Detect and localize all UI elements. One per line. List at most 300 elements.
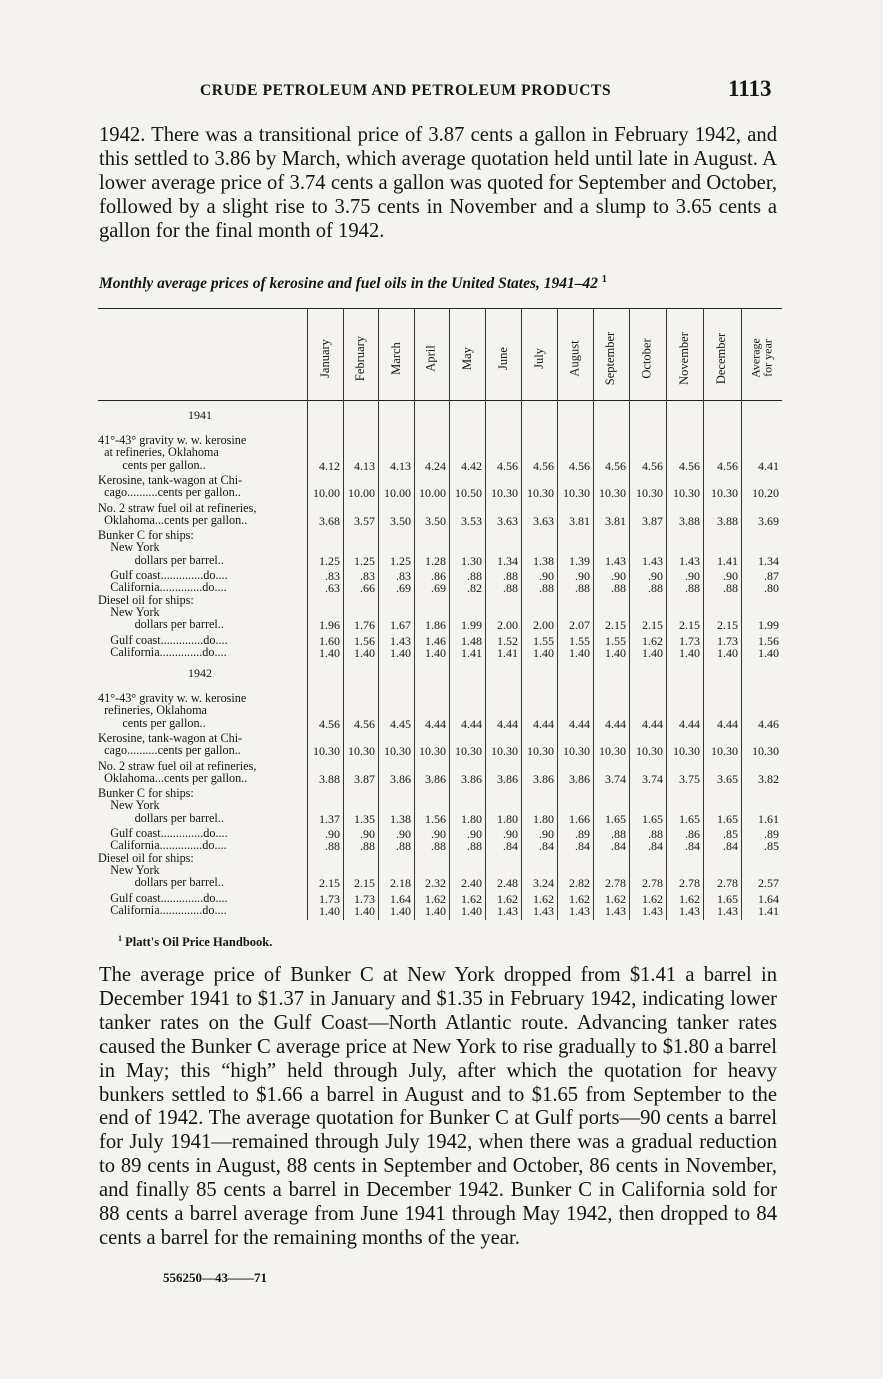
table-cell: 1.41	[497, 645, 518, 660]
table-cell: 3.75	[679, 771, 700, 786]
column-header	[449, 316, 485, 400]
table-cell: .88	[685, 581, 700, 596]
table-cell: .84	[723, 839, 738, 854]
column-header-label: September	[603, 331, 618, 385]
table-cell: .90	[325, 827, 340, 841]
table-cell: 10.30	[348, 744, 375, 759]
page-number: 1113	[728, 76, 772, 101]
table-cell: 1.96	[319, 618, 340, 633]
table-cell: 1.67	[390, 618, 411, 633]
table-cell: 1.65	[605, 811, 626, 826]
table-cell: .69	[396, 581, 411, 596]
table-cell: 3.86	[390, 771, 411, 786]
table-caption	[99, 274, 779, 293]
paragraph-top: 1942. There was a transitional price of 3.87 cents a gallon in February 1942, and this settled to 3.86 by March, which average quotation held until late in August. A lower average price of 3.74 cents a gallon was quoted for September and October, followed by a slight rise to 3.75 cents in November and a slump to 3.65 cents a gallon for the final month of 1942.	[99, 124, 777, 242]
table-cell: .87	[764, 569, 779, 583]
year-label: 1942	[188, 666, 212, 680]
row-label-line: dollars per barrel..	[98, 875, 224, 890]
table-cell: 3.69	[758, 513, 779, 528]
table-cell: 1.62	[679, 891, 700, 906]
paragraph-bottom: The average price of Bunker C at New York dropped from $1.41 a barrel in December 1941 to $1.37 in January and $1.35 in February 1942, indicating lower tanker rates on the Gulf Coast—North Atlantic route. Advancing tanker rates caused the Bunker C average price at New York to rise gradually to $1.80 a barrel in May; this “high” held through July, after which the quotation for heavy bunkers settled to $1.66 a barrel in August and to $1.65 from September to the end of 1942. The average quotation for Bunker C at Gulf ports—90 cents a barrel for July 1941—remained through July 1942, when there was a gradual reduction to 89 cents in August, 88 cents in September and October, 86 cents in November, and finally 85 cents a barrel in December 1942. Bunker C in California sold for 88 cents a barrel average from June 1941 through May 1942, then dropped to 84 cents a barrel for the remaining months of the year.	[99, 964, 777, 1249]
table-cell: .90	[431, 827, 446, 841]
table-cell: 1.28	[425, 553, 446, 568]
table-cell: 4.44	[461, 716, 482, 731]
table-cell: .82	[467, 581, 482, 596]
table-top-rule	[98, 308, 782, 309]
table-cell: 10.30	[527, 486, 554, 501]
row-label-line: New York	[98, 540, 160, 555]
row-label-line: California..............do....	[98, 580, 227, 595]
table-cell: 4.13	[354, 458, 375, 473]
column-header-label: November	[677, 331, 692, 385]
table-cell: 10.30	[711, 744, 738, 759]
table-footnote	[118, 934, 272, 950]
table-cell: 10.30	[599, 486, 626, 501]
table-cell: 2.78	[605, 876, 626, 891]
table-cell: .80	[764, 581, 779, 596]
row-label-line: Oklahoma...cents per gallon..	[98, 512, 248, 527]
table-caption-ref: 1	[601, 274, 607, 285]
table-cell: 1.43	[533, 903, 554, 918]
table-cell: 1.60	[319, 633, 340, 648]
table-cell: .88	[611, 581, 626, 596]
table-cell: 3.86	[425, 771, 446, 786]
footnote-text: Platt's Oil Price Handbook.	[125, 935, 273, 950]
table-cell: 1.99	[758, 618, 779, 633]
table-cell: 1.62	[569, 891, 590, 906]
table-cell: 1.40	[354, 645, 375, 660]
column-header	[557, 316, 593, 400]
column-header-label: December	[714, 332, 729, 384]
column-header	[703, 316, 741, 400]
table-cell: .84	[648, 839, 663, 854]
table-cell: 3.86	[533, 771, 554, 786]
row-label-line: cents per gallon..	[98, 457, 206, 472]
table-cell: .85	[764, 839, 779, 854]
table-cell: 10.00	[348, 486, 375, 501]
table-cell: 1.38	[533, 553, 554, 568]
table-cell: 4.56	[497, 458, 518, 473]
table-cell: 3.86	[461, 771, 482, 786]
table-cell: 1.55	[605, 633, 626, 648]
table-cell: 10.30	[563, 744, 590, 759]
running-head: CRUDE PETROLEUM AND PETROLEUM PRODUCTS	[200, 82, 612, 99]
price-table	[98, 308, 782, 920]
table-cell: .83	[396, 569, 411, 583]
column-header-label: February	[353, 335, 367, 381]
table-cell: .90	[648, 569, 663, 583]
table-cell: .88	[648, 581, 663, 596]
table-cell: 2.40	[461, 876, 482, 891]
table-cell: 4.44	[425, 716, 446, 731]
table-cell: 1.30	[461, 553, 482, 568]
table-cell: 4.24	[425, 458, 446, 473]
table-cell: 3.57	[354, 513, 375, 528]
table-cell: 1.80	[461, 811, 482, 826]
table-cell: 1.43	[717, 903, 738, 918]
row-label-line: Diesel oil for ships:	[98, 850, 194, 865]
table-cell: .90	[467, 827, 482, 841]
row-label-line: California..............do....	[98, 644, 227, 659]
row-label-line: refineries, Oklahoma	[98, 703, 207, 718]
table-cell: .88	[539, 581, 554, 596]
table-cell: 3.50	[425, 513, 446, 528]
row-label-line: New York	[98, 862, 160, 877]
row-label	[98, 760, 256, 785]
table-cell: .90	[685, 569, 700, 583]
table-cell: 4.56	[533, 458, 554, 473]
table-cell: 2.15	[717, 618, 738, 633]
column-header-label: June	[495, 346, 510, 370]
table-cell: 1.40	[390, 645, 411, 660]
table-cell: .86	[431, 569, 446, 583]
table-cell: 1.61	[758, 811, 779, 826]
table-cell: 10.30	[527, 744, 554, 759]
table-cell: 1.80	[533, 811, 554, 826]
table-cell: 1.65	[717, 891, 738, 906]
table-cell: .88	[467, 569, 482, 583]
row-label	[98, 594, 224, 631]
table-cell: 3.86	[569, 771, 590, 786]
table-cell: 1.41	[461, 645, 482, 660]
table-cell: 10.30	[455, 744, 482, 759]
table-cell: .83	[360, 569, 375, 583]
table-cell: 1.40	[319, 645, 340, 660]
column-header-label: April	[423, 344, 438, 372]
table-cell: 4.44	[605, 716, 626, 731]
column-header	[666, 316, 703, 400]
table-cell: 4.44	[569, 716, 590, 731]
table-cell: 1.38	[390, 811, 411, 826]
table-cell: 1.99	[461, 618, 482, 633]
row-label-line: Diesel oil for ships:	[98, 592, 194, 607]
table-cell: 1.65	[679, 811, 700, 826]
row-label-line: Bunker C for ships:	[98, 786, 194, 801]
table-cell: 1.43	[679, 553, 700, 568]
row-label	[98, 839, 227, 851]
row-label-line: 41°-43° gravity w. w. kerosine	[98, 433, 247, 447]
table-cell: 4.56	[679, 458, 700, 473]
row-label	[98, 634, 228, 646]
row-label	[98, 892, 228, 904]
table-cell: .84	[539, 839, 554, 854]
table-cell: .63	[325, 581, 340, 596]
row-label-line: California..............do....	[98, 902, 227, 917]
table-cell: .69	[431, 581, 446, 596]
table-cell: 2.07	[569, 618, 590, 633]
table-cell: 2.15	[319, 876, 340, 891]
table-cell: 1.40	[717, 645, 738, 660]
table-cell: 10.30	[384, 744, 411, 759]
table-cell: 1.25	[319, 553, 340, 568]
row-label-line: Gulf coast..............do....	[98, 890, 228, 905]
table-cell: 3.50	[390, 513, 411, 528]
table-cell: .90	[611, 569, 626, 583]
table-cell: 10.30	[419, 744, 446, 759]
table-cell: 2.32	[425, 876, 446, 891]
table-cell: 3.81	[605, 513, 626, 528]
table-cell: 1.37	[319, 811, 340, 826]
table-cell: 3.74	[642, 771, 663, 786]
table-cell: 1.40	[533, 645, 554, 660]
column-header	[593, 316, 629, 400]
table-cell: 10.20	[752, 486, 779, 501]
table-cell: 1.56	[354, 633, 375, 648]
row-label-line: California..............do....	[98, 838, 227, 853]
table-cell: .88	[431, 839, 446, 854]
table-cell: 1.73	[319, 891, 340, 906]
row-label	[98, 502, 256, 527]
table-cell: 2.00	[497, 618, 518, 633]
table-cell: 1.40	[758, 645, 779, 660]
table-cell: 1.56	[758, 633, 779, 648]
table-cell: 1.40	[354, 903, 375, 918]
column-header	[521, 316, 557, 400]
table-cell: 4.12	[319, 458, 340, 473]
table-caption-text: Monthly average prices of kerosine and fuel oils in the United States, 1941–42	[99, 275, 599, 293]
year-label: 1941	[188, 408, 212, 422]
table-cell: .85	[723, 827, 738, 841]
table-cell: 3.53	[461, 513, 482, 528]
table-cell: .90	[575, 569, 590, 583]
table-cell: 2.78	[679, 876, 700, 891]
table-cell: 1.62	[461, 891, 482, 906]
table-cell: .89	[575, 827, 590, 841]
column-header-label: August	[567, 339, 582, 377]
table-cell: 1.62	[642, 891, 663, 906]
table-cell: 1.25	[390, 553, 411, 568]
table-cell: .88	[648, 827, 663, 841]
table-cell: 1.43	[569, 903, 590, 918]
table-cell: 1.56	[425, 811, 446, 826]
row-label-line: Gulf coast..............do....	[98, 632, 228, 647]
table-cell: 1.43	[605, 903, 626, 918]
table-cell: .90	[723, 569, 738, 583]
table-cell: 1.62	[642, 633, 663, 648]
table-cell: 4.56	[354, 716, 375, 731]
table-cell: 10.00	[419, 486, 446, 501]
table-cell: 4.44	[497, 716, 518, 731]
row-label-line: dollars per barrel..	[98, 617, 224, 632]
row-label	[98, 852, 224, 889]
table-cell: .88	[360, 839, 375, 854]
table-cell: 10.30	[491, 486, 518, 501]
table-cell: 1.64	[390, 891, 411, 906]
table-cell: 2.78	[642, 876, 663, 891]
column-header-label: May	[459, 346, 474, 370]
table-cell: 1.25	[354, 553, 375, 568]
row-label-line: Kerosine, tank-wagon at Chi-	[98, 472, 243, 487]
column-header-label: October	[640, 337, 655, 379]
table-cell: .88	[723, 581, 738, 596]
table-cell: 1.40	[390, 903, 411, 918]
table-cell: 1.41	[758, 903, 779, 918]
table-cell: 1.62	[605, 891, 626, 906]
table-cell: 10.50	[455, 486, 482, 501]
table-header-rule	[98, 400, 782, 401]
row-label	[98, 646, 227, 658]
table-cell: 1.35	[354, 811, 375, 826]
column-header	[629, 316, 666, 400]
row-label-line: New York	[98, 798, 160, 813]
row-label-line: No. 2 straw fuel oil at refineries,	[98, 758, 257, 773]
row-label-line: Gulf coast..............do....	[98, 568, 228, 582]
table-cell: .84	[503, 839, 518, 854]
table-cell: 4.44	[642, 716, 663, 731]
row-label	[98, 474, 242, 499]
row-label-line: Gulf coast..............do....	[98, 826, 228, 840]
table-cell: .88	[611, 827, 626, 841]
table-cell: 10.30	[673, 744, 700, 759]
table-cell: 3.87	[642, 513, 663, 528]
table-cell: 1.40	[425, 645, 446, 660]
print-code: 556250—43——71	[163, 1270, 267, 1285]
table-cell: .88	[467, 839, 482, 854]
table-cell: .88	[503, 569, 518, 583]
table-cell: 2.15	[354, 876, 375, 891]
table-cell: 3.87	[354, 771, 375, 786]
table-cell: .90	[539, 827, 554, 841]
column-header-label: Average for year	[748, 338, 775, 378]
table-cell: 1.43	[497, 903, 518, 918]
row-label-line: Bunker C for ships:	[98, 528, 194, 543]
table-cell: 1.55	[569, 633, 590, 648]
table-cell: .83	[325, 569, 340, 583]
table-cell: 4.46	[758, 716, 779, 731]
table-cell: 1.43	[605, 553, 626, 568]
table-cell: 10.30	[313, 744, 340, 759]
table-cell: .86	[685, 827, 700, 841]
table-cell: 3.24	[533, 876, 554, 891]
table-cell: 10.30	[599, 744, 626, 759]
table-cell: 3.82	[758, 771, 779, 786]
footnote-ref: 1	[118, 934, 122, 943]
table-cell: 3.86	[497, 771, 518, 786]
table-cell: 2.18	[390, 876, 411, 891]
table-cell: 4.56	[319, 716, 340, 731]
table-cell: 1.86	[425, 618, 446, 633]
table-cell: 10.30	[563, 486, 590, 501]
table-cell: .90	[360, 827, 375, 841]
table-cell: 1.62	[425, 891, 446, 906]
row-label-line: 41°-43° gravity w. w. kerosine	[98, 691, 247, 705]
table-cell: 1.41	[717, 553, 738, 568]
table-cell: 1.65	[642, 811, 663, 826]
table-cell: 1.40	[461, 903, 482, 918]
table-cell: 3.74	[605, 771, 626, 786]
table-cell: 4.42	[461, 458, 482, 473]
column-header	[307, 316, 343, 400]
table-cell: .88	[503, 581, 518, 596]
table-cell: 2.15	[679, 618, 700, 633]
table-cell: .90	[396, 827, 411, 841]
table-cell: 1.40	[425, 903, 446, 918]
table-cell: 1.40	[605, 645, 626, 660]
table-cell: 2.15	[642, 618, 663, 633]
table-cell: 2.15	[605, 618, 626, 633]
table-cell: .84	[685, 839, 700, 854]
column-header	[485, 316, 521, 400]
table-cell: 2.48	[497, 876, 518, 891]
table-cell: 10.30	[636, 486, 663, 501]
table-cell: 1.40	[642, 645, 663, 660]
table-cell: 1.48	[461, 633, 482, 648]
table-cell: 4.13	[390, 458, 411, 473]
table-cell: 10.30	[752, 744, 779, 759]
table-cell: 1.76	[354, 618, 375, 633]
table-cell: 1.40	[569, 645, 590, 660]
table-cell: 1.64	[758, 891, 779, 906]
column-header	[378, 316, 414, 400]
table-cell: 2.00	[533, 618, 554, 633]
row-label	[98, 434, 246, 471]
table-cell: 10.30	[636, 744, 663, 759]
row-label-line: cago..........cents per gallon..	[98, 743, 241, 758]
row-label-line: New York	[98, 604, 160, 619]
table-cell: 1.73	[354, 891, 375, 906]
table-cell: .89	[764, 827, 779, 841]
row-label-line: Oklahoma...cents per gallon..	[98, 770, 248, 785]
table-cell: 2.57	[758, 876, 779, 891]
column-header	[414, 316, 449, 400]
column-header	[343, 316, 378, 400]
table-cell: 1.55	[533, 633, 554, 648]
column-header	[741, 316, 782, 400]
row-label	[98, 904, 227, 916]
column-header-label: January	[317, 338, 332, 378]
row-label-line: cents per gallon..	[98, 715, 206, 730]
table-cell: 10.30	[491, 744, 518, 759]
table-cell: 2.82	[569, 876, 590, 891]
table-cell: 1.66	[569, 811, 590, 826]
table-cell: 4.41	[758, 458, 779, 473]
table-cell: 4.56	[642, 458, 663, 473]
table-cell: .88	[325, 839, 340, 854]
table-cell: 3.88	[679, 513, 700, 528]
table-cell: 4.56	[569, 458, 590, 473]
row-label	[98, 529, 224, 566]
table-cell: .88	[575, 581, 590, 596]
table-cell: 4.56	[717, 458, 738, 473]
row-label-line: cago..........cents per gallon..	[98, 485, 241, 500]
table-cell: 10.30	[711, 486, 738, 501]
table-cell: 1.40	[319, 903, 340, 918]
table-cell: 1.73	[717, 633, 738, 648]
table-cell: .84	[575, 839, 590, 854]
table-cell: 2.78	[717, 876, 738, 891]
table-cell: 1.73	[679, 633, 700, 648]
table-cell: 10.30	[673, 486, 700, 501]
table-cell: .90	[503, 827, 518, 841]
table-cell: 10.00	[313, 486, 340, 501]
table-cell: 3.63	[533, 513, 554, 528]
table-cell: 1.43	[642, 903, 663, 918]
table-cell: .88	[396, 839, 411, 854]
table-cell: 3.68	[319, 513, 340, 528]
table-cell: 1.80	[497, 811, 518, 826]
row-label-line: dollars per barrel..	[98, 810, 224, 825]
table-cell: 3.81	[569, 513, 590, 528]
table-cell: 1.43	[642, 553, 663, 568]
column-header-label: July	[531, 347, 546, 369]
row-label	[98, 787, 224, 824]
table-cell: 1.52	[497, 633, 518, 648]
table-cell: 1.62	[533, 891, 554, 906]
table-cell: 4.44	[533, 716, 554, 731]
table-cell: .90	[539, 569, 554, 583]
row-label-line: at refineries, Oklahoma	[98, 445, 219, 460]
table-cell: 1.40	[679, 645, 700, 660]
